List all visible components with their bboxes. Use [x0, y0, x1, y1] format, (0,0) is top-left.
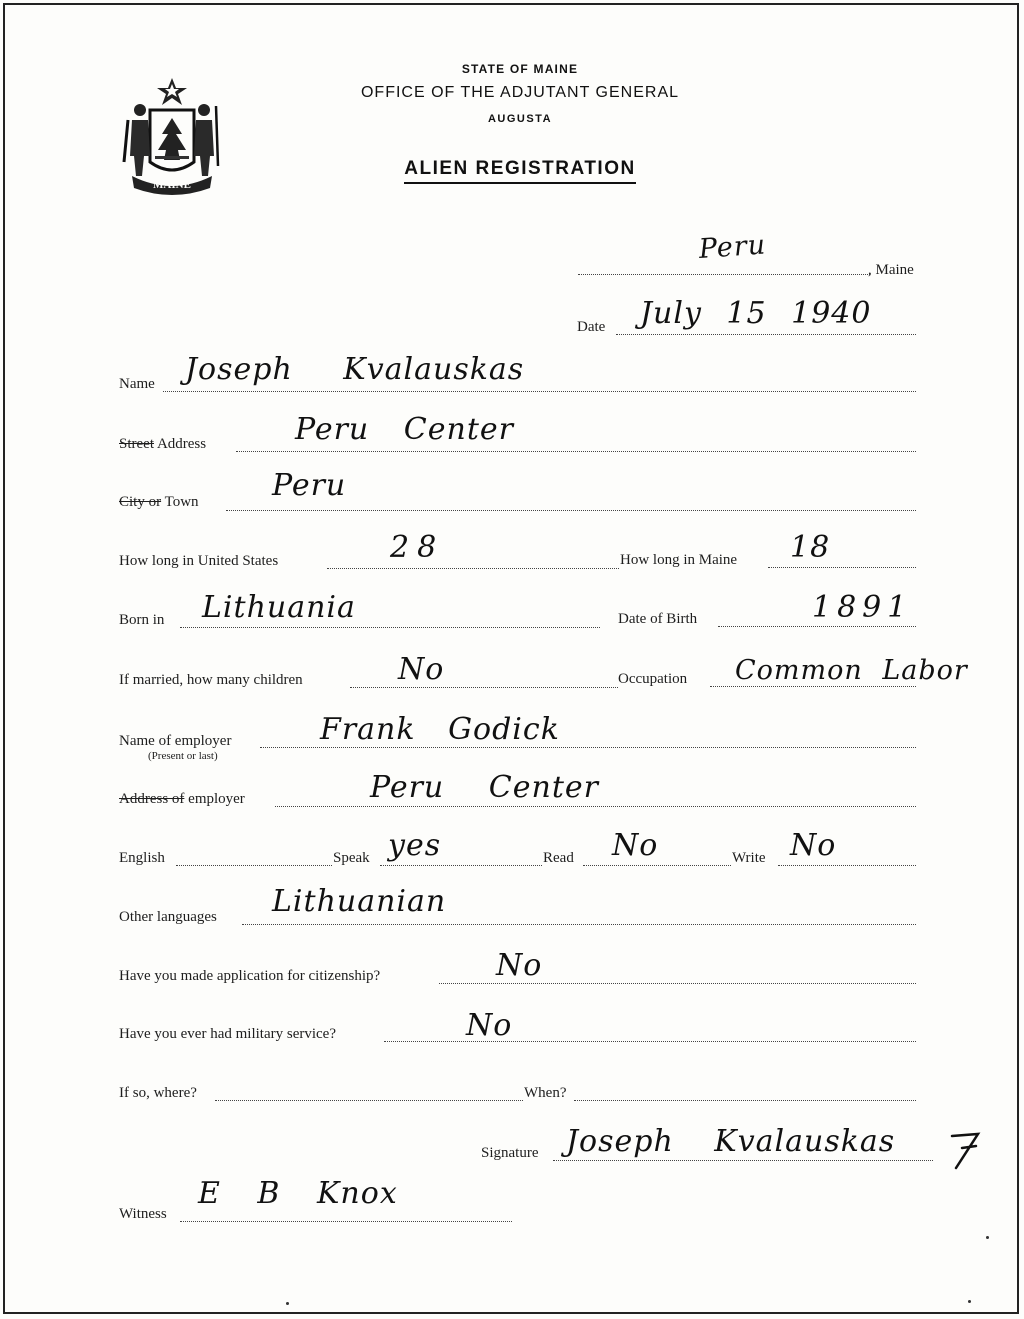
- citizenship-line: [439, 983, 916, 984]
- date-of-birth-line: [718, 626, 916, 627]
- signature-mark-icon: [948, 1124, 982, 1172]
- name-value: Joseph Kvalauskas: [185, 352, 525, 387]
- write-label: Write: [732, 850, 766, 866]
- born-in-value: Lithuania: [202, 590, 356, 625]
- how-long-us-value: 28: [390, 530, 445, 565]
- english-label: English: [119, 850, 165, 866]
- employer-text: employer: [188, 791, 245, 807]
- name-label: Name: [119, 376, 155, 392]
- how-long-maine-label: How long in Maine: [620, 552, 738, 568]
- date-label: Date: [577, 319, 606, 335]
- office-heading: OFFICE OF THE ADJUTANT GENERAL: [360, 84, 680, 101]
- signature-line: [553, 1160, 933, 1161]
- occupation-line: [710, 686, 916, 687]
- if-so-where-line: [215, 1100, 523, 1101]
- seal-banner-text: MAINE: [153, 179, 191, 191]
- occupation-value: Common Labor: [735, 655, 968, 686]
- street-address-label: [119, 436, 206, 453]
- speak-line: [380, 865, 542, 866]
- employer-name-line: [260, 747, 916, 748]
- children-label: If married, how many children: [119, 672, 303, 688]
- street-address-value: Peru Center: [295, 412, 514, 447]
- how-long-maine-value: 18: [790, 530, 831, 565]
- citizenship-value: No: [496, 948, 543, 983]
- born-in-line: [180, 627, 600, 628]
- employer-name-value: Frank Godick: [320, 712, 560, 747]
- form-title: [0, 158, 1024, 180]
- employer-address-line: [275, 806, 916, 807]
- scan-speck: [968, 1300, 971, 1303]
- signature-value: Joseph Kvalauskas: [566, 1124, 896, 1159]
- speak-value: yes: [388, 828, 442, 863]
- date-of-birth-value: 1891: [812, 590, 913, 625]
- witness-value: E B Knox: [198, 1176, 398, 1211]
- town-text: Town: [164, 494, 199, 510]
- state-heading: STATE OF MAINE: [461, 62, 579, 76]
- signature-label: Signature: [481, 1145, 539, 1161]
- read-line: [583, 865, 731, 866]
- scan-speck: [286, 1302, 289, 1305]
- when-line: [574, 1100, 916, 1101]
- town-header-line: [578, 274, 870, 275]
- name-line: [163, 391, 916, 392]
- read-label: Read: [543, 850, 574, 866]
- children-value: No: [398, 652, 445, 687]
- military-value: No: [466, 1008, 513, 1043]
- employer-address-label: [119, 791, 245, 808]
- how-long-us-line: [327, 568, 619, 569]
- when-label: When?: [524, 1085, 567, 1101]
- city-heading: AUGUSTA: [487, 113, 553, 125]
- other-languages-label: Other languages: [119, 909, 217, 925]
- read-value: No: [612, 828, 659, 863]
- street-struck-text: Street: [119, 436, 154, 452]
- write-value: No: [790, 828, 837, 863]
- address-of-struck-text: Address of: [119, 791, 185, 807]
- children-line: [350, 687, 618, 688]
- english-line: [176, 865, 332, 866]
- occupation-label: Occupation: [618, 671, 688, 687]
- citizenship-label: Have you made application for citizenship?: [119, 968, 381, 984]
- city-struck-text: City or: [119, 494, 162, 510]
- witness-line: [180, 1221, 512, 1222]
- town-line: [226, 510, 916, 511]
- date-value: July 15 1940: [640, 296, 872, 331]
- town-label: [119, 494, 199, 511]
- address-text: Address: [156, 436, 207, 452]
- witness-label: Witness: [119, 1206, 167, 1222]
- maine-suffix-label: , Maine: [868, 262, 914, 278]
- other-languages-line: [242, 924, 916, 925]
- scan-speck: [986, 1236, 989, 1239]
- write-line: [778, 865, 916, 866]
- form-title-text: ALIEN REGISTRATION: [404, 158, 635, 184]
- born-in-label: Born in: [119, 612, 165, 628]
- other-languages-value: Lithuanian: [272, 884, 447, 919]
- military-label: Have you ever had military service?: [119, 1026, 336, 1042]
- if-so-where-label: If so, where?: [119, 1085, 197, 1101]
- employer-address-value: Peru Center: [370, 770, 599, 805]
- how-long-us-label: How long in United States: [119, 553, 279, 569]
- town-value: Peru: [272, 468, 347, 503]
- town-header-value: Peru: [697, 229, 768, 265]
- military-line: [384, 1041, 916, 1042]
- street-address-line: [236, 451, 916, 452]
- date-line: [616, 334, 916, 335]
- date-of-birth-label: Date of Birth: [618, 611, 698, 627]
- employer-note: (Present or last): [148, 750, 218, 762]
- speak-label: Speak: [333, 850, 370, 866]
- how-long-maine-line: [768, 567, 916, 568]
- employer-name-label: Name of employer: [119, 733, 232, 749]
